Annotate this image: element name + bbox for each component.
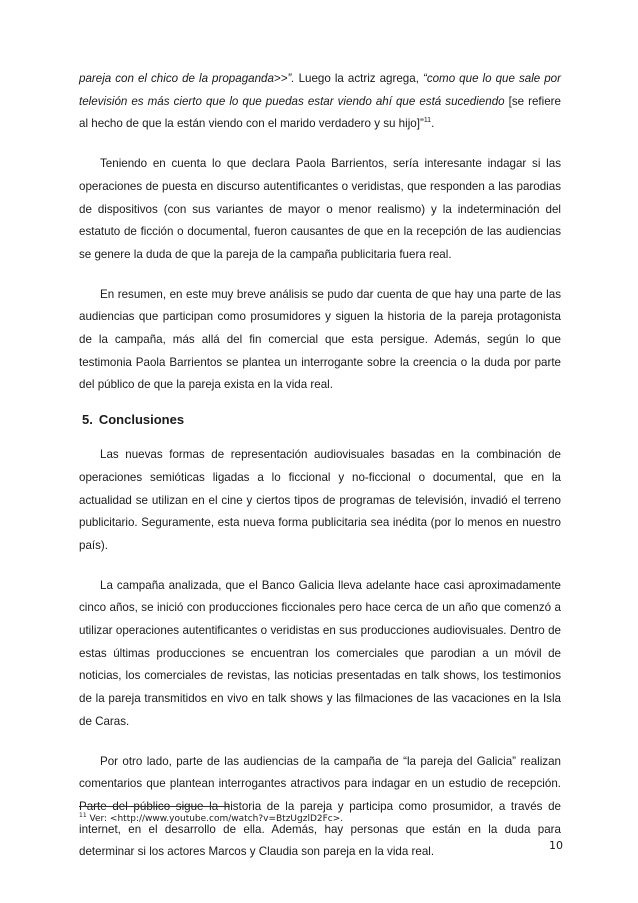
paragraph-1 — [79, 68, 561, 136]
page-body — [79, 68, 561, 881]
quote-fragment-2: “como que lo que sale por televisión es más cierto que lo que puedas estar viendo ahí que está sucediendo — [79, 72, 561, 108]
section-heading — [82, 410, 561, 430]
paragraph-5: La campaña analizada, que el Banco Galicia lleva adelante hace casi aproximadamente cinco años, se inició con producciones ficcionales pero hace cerca de un año que comenzó a utilizar operaciones autentificantes o veridistas en sus producciones audiovisuales. Dentro de estas últimas producciones se encuentran los comerciales que parodian a un móvil de noticias, los comerciales de revistas, las noticias presentadas en talk shows, los testimonios de la pareja transmitidos en vivo en talk shows y las filmaciones de las vacaciones en la Isla de Caras. — [79, 578, 561, 728]
paragraph-1-text-d: [se refiere al hecho de que la están viendo con el marido verdadero y su hijo]” — [79, 94, 561, 131]
paragraph-1-text-b: Luego la actriz agrega, — [294, 72, 423, 85]
footnote-divider — [79, 806, 230, 807]
paragraph-3: En resumen, en este muy breve análisis se pudo dar cuenta de que hay una parte de las audiencias que participan como prosumidores y siguen la historia de la pareja protagonista de la campaña, más allá del fin comercial que esta persigue. Además, según lo que testimonia Paola Barrientos se plantea un interrogante sobre la creencia o la duda por parte del público de que la pareja exista en la vida real. — [79, 287, 561, 392]
page-number: 10 — [549, 839, 563, 852]
paragraph-6: Por otro lado, parte de las audiencias de la campaña de “la pareja del Galicia” realizan comentarios que plantean interrogantes atractivos para indagar en un estudio de recepción. Parte del público sigue la historia de la pareja y participa como prosumidor, a través de internet, en el desarrollo de ella. Además, hay personas que están en la duda para determinar si los actores Marcos y Claudia son pareja en la vida real. — [79, 754, 561, 859]
footnote-text[interactable]: Ver: <http://www.youtube.com/watch?v=BtzUgzlD2Fc>. — [86, 814, 344, 824]
paragraph-4: Las nuevas formas de representación audiovisuales basadas en la combinación de operaciones semióticas ligadas a lo ficcional y no-ficcional o documental, que en la actualidad se utilizan en el cine y ciertos tipos de programas de televisión, invadió el terreno publicitario. Seguramente, esta nueva forma publicitaria sea inédita (por lo menos en nuestro país). — [79, 448, 561, 552]
paragraph-2: Teniendo en cuenta lo que declara Paola Barrientos, sería interesante indagar si las operaciones de puesta en discurso autentificantes o veridistas, que responden a las parodias de dispositivos (con sus variantes de mayor o menor realismo) y la indeterminación del estatuto de ficción o documental, fueron causantes de que en la recepción de las audiencias se genere la duda de que la pareja de la campaña publicitaria fuera real. — [79, 157, 561, 261]
paragraph-1-end: . — [431, 117, 435, 131]
quote-fragment-1: pareja con el chico de la propaganda>>”. — [79, 72, 295, 85]
footnote — [79, 813, 343, 825]
section-number: 5. — [82, 412, 93, 428]
section-title: Conclusiones — [98, 412, 185, 428]
footnote-ref[interactable]: 11 — [423, 117, 432, 125]
footnote-number: 11 — [79, 812, 87, 819]
